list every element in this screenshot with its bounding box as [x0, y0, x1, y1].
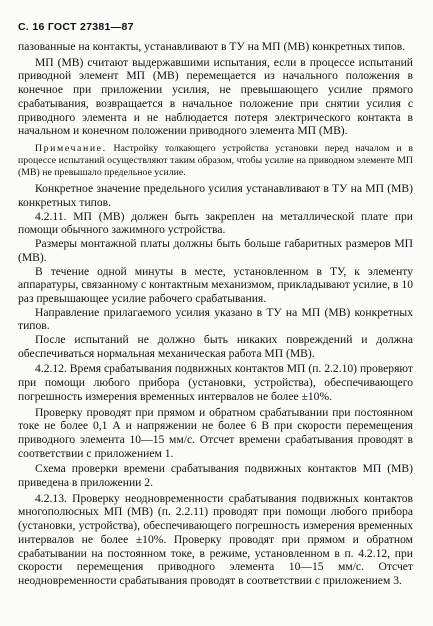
page-header: С. 16 ГОСТ 27381—87: [18, 21, 134, 33]
paragraph-check-procedure: Проверку проводят при прямом и обратном срабатывании при постоянном токе не более 0,1 А и напряжении не более 6 В при скорости перемещения приводного элемента 10—15 мм/с. Отсчет времени срабатывания проводят в соответствии с приложением 1.: [18, 405, 413, 460]
note: [18, 143, 413, 178]
paragraph-scheme: Схема проверки времени срабатывания подвижных контактов МП (МВ) приведена в приложении 2.: [18, 462, 413, 490]
note-label: Примечание.: [35, 142, 107, 154]
paragraph-force-direction: Направление прилагаемого усилия указано в ТУ на МП (МВ) конкретных типов.: [18, 305, 413, 333]
paragraph-continued: пазованные на контакты, устанавливают в ТУ на МП (МВ) конкретных типов.: [18, 40, 406, 53]
paragraph-limit-force: Конкретное значение предельного усилия устанавливают в ТУ на МП (МВ) конкретных типов.: [18, 182, 413, 210]
paragraph-clause-4-2-11: 4.2.11. МП (МВ) должен быть закреплен на металлической плате при помощи обычного зажимного устройства.: [18, 209, 413, 237]
paragraph-test-criteria: МП (МВ) считают выдержавшими испытания, если в процессе испытаний приводной элемент МП (МВ) перемещается из начального положения в конечное при приложении усилия, не превышающего усилие прямого срабатывания, возвращается в начальное положение при снятии усилия с приводного элемента и не наблюдается потеря электрического контакта в начальном и конечном положении приводного элемента МП (МВ).: [18, 55, 413, 138]
paragraph-one-minute: В течение одной минуты в месте, установленном в ТУ, к элементу аппаратуры, связанному с контактным механизмом, прикладывают усилие, в 10 раз превышающее усилие рабочего срабатывания.: [18, 264, 413, 305]
note-text: Настройку толкающего устройства установки перед началом и в процессе испытаний осуществляют таким образом, чтобы усилие на приводном элементе МП (МВ) не превышало предельное усилие.: [18, 142, 413, 178]
paragraph-clause-4-2-12: 4.2.12. Время срабатывания подвижных контактов МП (п. 2.2.10) проверяют при помощи любого прибора (установки, устройства), обеспечивающего погрешность измерения временных интервалов не более ±10%.: [18, 362, 413, 403]
paragraph-clause-4-2-13: 4.2.13. Проверку неодновременности срабатывания подвижных контактов многополюсных МП (МВ) (п. 2.2.11) проводят при помощи любого прибора (установки, устройства), обеспечивающего погрешность измерения временных интервалов не более ±10%. Проверку проводят при прямом и обратном срабатывании на постоянном токе, в режиме, установленном в п. 4.2.12, при скорости перемещения приводного элемента 10—15 мм/с. Отсчет неодновременности срабатывания проводят в соответствии с приложением 3.: [18, 491, 413, 587]
document-body: [18, 40, 413, 588]
paragraph-after-tests: После испытаний не должно быть никаких повреждений и должна обеспечиваться нормальная механическая работа МП (МВ).: [18, 333, 413, 360]
paragraph-plate-size: Размеры монтажной платы должны быть больше габаритных размеров МП (МВ).: [18, 237, 413, 264]
